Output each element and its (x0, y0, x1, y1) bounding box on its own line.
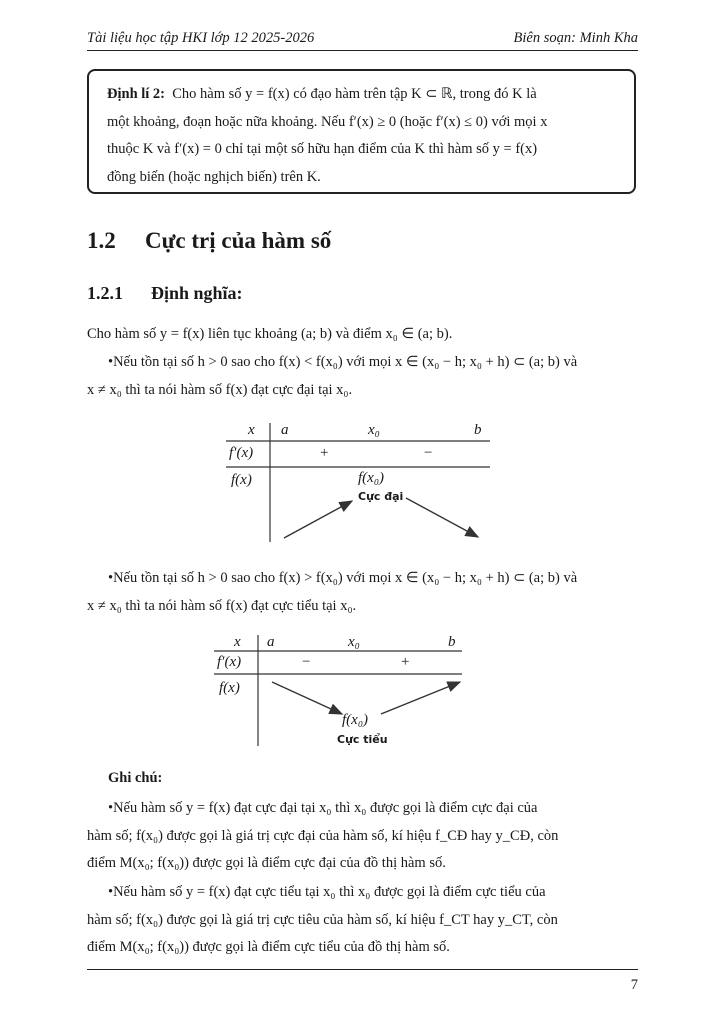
intro-paragraph: Cho hàm số y = f(x) liên tục khoảng (a; b) và điểm x₀ ∈ (a; b). (87, 326, 453, 342)
header-right: Biên soạn: Minh Kha (513, 30, 638, 46)
table-min-a: a (267, 634, 275, 650)
footer-rule (87, 969, 638, 970)
increasing-arrow (284, 501, 352, 538)
table-max-sign-right: − (424, 445, 433, 461)
table-min-valley-value: f(x₀) (342, 712, 369, 728)
theorem-label: Định lí 2: (107, 86, 166, 102)
subsection-title: Định nghĩa: (151, 283, 243, 303)
page-header (87, 30, 638, 50)
note2-line1: •Nếu hàm số y = f(x) đạt cực tiểu tại x₀ thì x₀ được gọi là điểm cực tiểu của (108, 884, 546, 900)
table-min-x0: x₀ (348, 634, 360, 650)
note1-line2: hàm số; f(x₀) được gọi là giá trị cực đại của hàm số, kí hiệu f_CĐ hay y_CĐ, còn (87, 827, 559, 844)
variation-table-max (196, 418, 521, 546)
table-min-valley-caption: Cực tiểu (337, 733, 388, 746)
header-left: Tài liệu học tập HKI lớp 12 2025-2026 (87, 30, 315, 46)
min-definition (87, 565, 638, 620)
section-heading (87, 228, 331, 254)
note1-line1: •Nếu hàm số y = f(x) đạt cực đại tại x₀ thì x₀ được gọi là điểm cực đại của (108, 800, 538, 816)
theorem-line4: đồng biến (hoặc nghịch biến) trên K. (107, 168, 321, 185)
variation-table-min (196, 632, 521, 752)
min-def-line1: •Nếu tồn tại số h > 0 sao cho f(x) > f(x₀) với mọi x ∈ (x₀ − h; x₀ + h) ⊂ (a; b) và (108, 570, 578, 586)
note2-line2: hàm số; f(x₀) được gọi là giá trị cực tiêu của hàm số, kí hiệu f_CT hay y_CT, còn (87, 911, 558, 928)
theorem-line3: thuộc K và f′(x) = 0 chỉ tại một số hữu hạn điểm của K thì hàm số y = f(x) (107, 141, 538, 157)
theorem-box (87, 69, 636, 194)
subsection-number: 1.2.1 (87, 283, 123, 303)
table-max-sign-left: + (320, 445, 329, 461)
min-def-line2: x ≠ x₀ thì ta nói hàm số f(x) đạt cực tiểu tại x₀. (87, 597, 357, 614)
section-title: Cực trị của hàm số (145, 228, 332, 253)
max-def-line1: •Nếu tồn tại số h > 0 sao cho f(x) < f(x₀) với mọi x ∈ (x₀ − h; x₀ + h) ⊂ (a; b) và (108, 354, 578, 370)
table-max-x-label: x (248, 422, 255, 438)
table-min-sign-right: + (401, 654, 410, 670)
table-max-peak-caption: Cực đại (358, 490, 404, 503)
max-def-line2: x ≠ x₀ thì ta nói hàm số f(x) đạt cực đại tại x₀. (87, 381, 353, 398)
table-max-fprime-label: f′(x) (229, 445, 254, 461)
note-min (87, 879, 638, 962)
note1-line3: điểm M(x₀; f(x₀)) được gọi là điểm cực đại của đồ thị hàm số. (87, 855, 446, 871)
table-max-x0: x₀ (368, 422, 380, 438)
table-min-x-label: x (234, 634, 241, 650)
decreasing-arrow (272, 682, 342, 714)
table-min-f-label: f(x) (219, 680, 240, 696)
table-max-peak-value: f(x₀) (358, 470, 385, 486)
notes-title: Ghi chú: (108, 770, 163, 786)
subsection-heading (87, 283, 243, 304)
note-max (87, 795, 638, 878)
max-definition (87, 349, 638, 404)
section-number: 1.2 (87, 228, 116, 253)
table-max-f-label: f(x) (231, 472, 252, 488)
table-min-fprime-label: f′(x) (217, 654, 242, 670)
table-max-a: a (281, 422, 289, 438)
header-rule (87, 50, 638, 51)
theorem-line2: một khoảng, đoạn hoặc nữa khoảng. Nếu f′(x) ≥ 0 (hoặc f′(x) ≤ 0) với mọi x (107, 113, 548, 130)
note2-line3: điểm M(x₀; f(x₀)) được gọi là điểm cực tiểu của đồ thị hàm số. (87, 939, 450, 955)
table-min-sign-left: − (302, 654, 311, 670)
page-number: 7 (630, 977, 638, 993)
table-min-b: b (448, 634, 456, 650)
decreasing-arrow (406, 498, 478, 537)
theorem-line1: Cho hàm số y = f(x) có đạo hàm trên tập K ⊂ ℝ, trong đó K là (172, 86, 537, 102)
increasing-arrow (381, 682, 460, 714)
table-max-b: b (474, 422, 482, 438)
